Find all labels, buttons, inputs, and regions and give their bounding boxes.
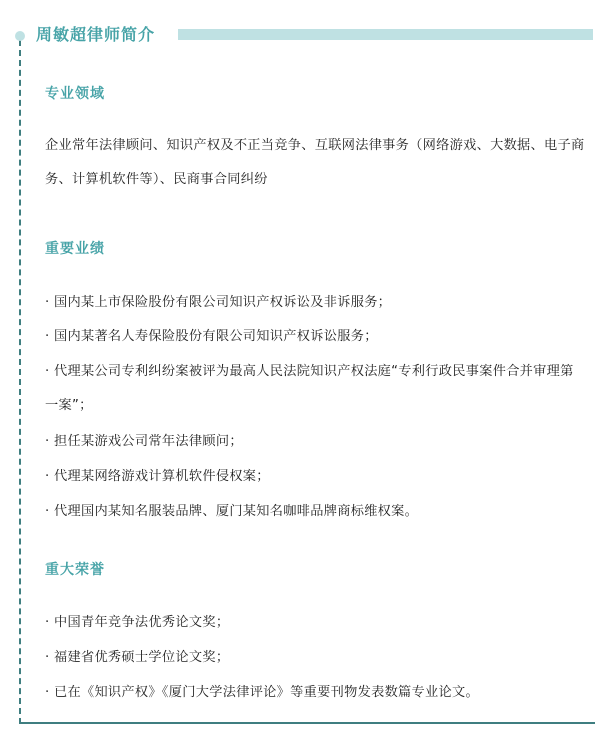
dashed-left-rail bbox=[19, 40, 21, 724]
practice-areas-paragraph: 企业常年法律顾问、知识产权及不正当竞争、互联网法律事务（网络游戏、大数据、电子商务、计算机软件等）、民商事合同纠纷 bbox=[45, 138, 585, 187]
achievement-item: · 担任某游戏公司常年法律顾问； bbox=[45, 434, 243, 449]
header-decorative-bar bbox=[178, 29, 593, 40]
profile-title: 周敏超律师简介 bbox=[36, 25, 156, 44]
achievement-item: · 代理某公司专利纠纷案被评为最高人民法院知识产权法庭“专利行政民事案件合并审理第一案”； bbox=[45, 364, 574, 413]
section-title-honors: 重大荣誉 bbox=[45, 562, 105, 578]
section-title-practice-areas: 专业领域 bbox=[45, 86, 105, 102]
section-title-achievements: 重要业绩 bbox=[45, 241, 105, 257]
bottom-border-line bbox=[19, 722, 595, 724]
honor-item: · 福建省优秀硕士学位论文奖； bbox=[45, 650, 230, 665]
honor-item: · 已在《知识产权》《厦门大学法律评论》等重要刊物发表数篇专业论文。 bbox=[45, 685, 479, 700]
honor-item: · 中国青年竞争法优秀论文奖； bbox=[45, 615, 230, 630]
achievement-item: · 代理国内某知名服装品牌、厦门某知名咖啡品牌商标维权案。 bbox=[45, 504, 419, 519]
achievement-item: · 国内某著名人寿保险股份有限公司知识产权诉讼服务； bbox=[45, 329, 378, 344]
header-bullet-dot bbox=[15, 31, 25, 41]
achievement-item: · 代理某网络游戏计算机软件侵权案； bbox=[45, 469, 270, 484]
achievement-item: · 国内某上市保险股份有限公司知识产权诉讼及非诉服务； bbox=[45, 295, 392, 310]
